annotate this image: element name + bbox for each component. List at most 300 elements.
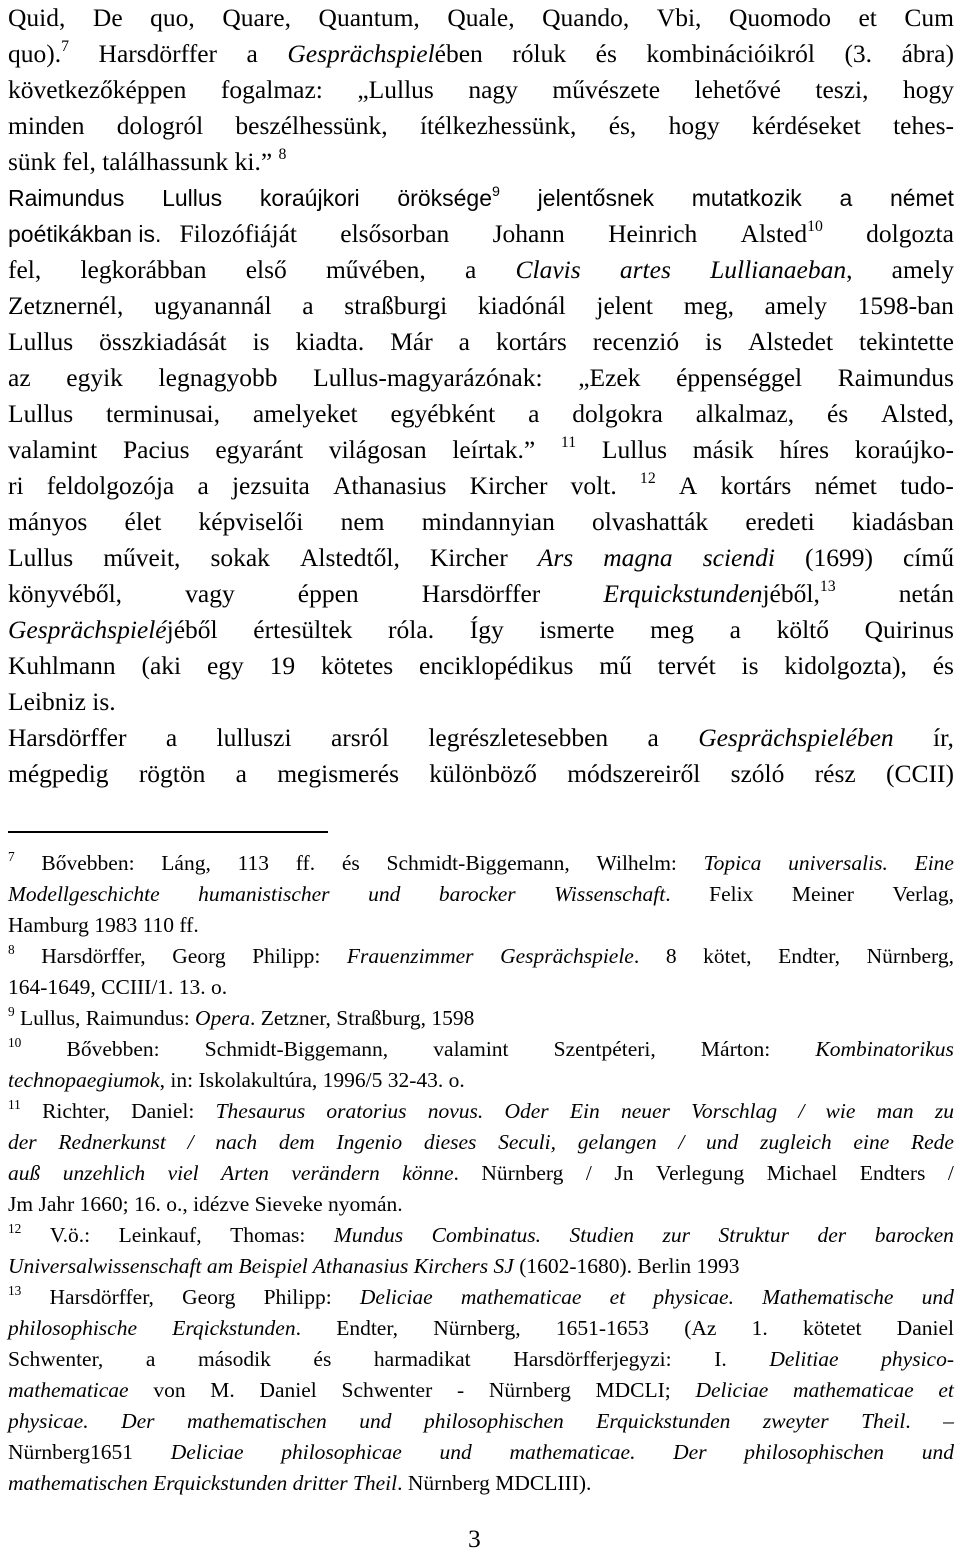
word: Bővebben: bbox=[66, 1037, 160, 1061]
italic-text: könne bbox=[402, 1161, 454, 1185]
word: ri bbox=[8, 471, 24, 500]
italic-text: Rednerkunst bbox=[58, 1130, 166, 1154]
italic-text: oratorius bbox=[326, 1099, 407, 1123]
reference-marker: 9 bbox=[8, 1003, 15, 1019]
word: Alstedet bbox=[748, 327, 834, 356]
word: Philipp: bbox=[252, 944, 321, 968]
word: kérdéseket bbox=[751, 111, 861, 140]
italic-text: Kombinatorikus bbox=[815, 1037, 954, 1061]
word bbox=[198, 879, 329, 910]
word: 1. bbox=[751, 1316, 768, 1340]
word bbox=[877, 1096, 914, 1127]
word bbox=[8, 848, 15, 879]
word bbox=[171, 1437, 244, 1468]
word bbox=[826, 1096, 856, 1127]
word: szóló bbox=[730, 759, 785, 788]
word bbox=[424, 1406, 564, 1437]
word: Athanasius bbox=[333, 471, 447, 500]
word: a bbox=[458, 327, 470, 356]
word: német bbox=[889, 185, 954, 211]
word: Pacius bbox=[122, 435, 190, 464]
word: terminusai, bbox=[106, 399, 221, 428]
reference-marker: 10 bbox=[8, 1034, 22, 1050]
word: német bbox=[814, 471, 877, 500]
word: Vbi, bbox=[656, 3, 702, 32]
italic-text: Vorschlag bbox=[691, 1099, 778, 1123]
word: egy bbox=[206, 651, 244, 680]
reference-marker: 8 bbox=[278, 145, 287, 163]
word bbox=[621, 1096, 670, 1127]
word: dologról bbox=[116, 111, 204, 140]
word bbox=[8, 1375, 129, 1406]
word: nagy bbox=[468, 75, 518, 104]
word: és bbox=[826, 399, 849, 428]
word: Michael bbox=[766, 1161, 838, 1185]
word: Raimundus bbox=[837, 363, 954, 392]
word: Lullus bbox=[8, 327, 74, 356]
word bbox=[881, 1344, 954, 1375]
word bbox=[938, 1375, 954, 1406]
word bbox=[704, 848, 762, 879]
word: összkiadását bbox=[99, 327, 227, 356]
word bbox=[8, 1158, 40, 1189]
italic-text: Der bbox=[673, 1440, 707, 1464]
body-line bbox=[8, 36, 954, 72]
word: Alstedtől, bbox=[299, 543, 400, 572]
word bbox=[440, 1437, 472, 1468]
word: fogalmaz: bbox=[220, 75, 323, 104]
italic-text: Seculi, bbox=[498, 1130, 557, 1154]
italic-text: novus. bbox=[427, 1099, 484, 1123]
word bbox=[793, 1375, 914, 1406]
italic-text: zugleich bbox=[760, 1130, 832, 1154]
word bbox=[58, 1127, 165, 1158]
word: a bbox=[729, 615, 741, 644]
italic-text: zu bbox=[934, 1099, 954, 1123]
footnote-line bbox=[8, 1096, 954, 1127]
italic-text: Frauenzimmer bbox=[346, 944, 474, 968]
body-line bbox=[8, 288, 954, 324]
word: jezsuita bbox=[231, 471, 310, 500]
word: ábra) bbox=[901, 39, 954, 68]
word: / bbox=[947, 1161, 954, 1185]
italic-text: gelangen bbox=[577, 1130, 657, 1154]
word: beszélhessünk, bbox=[235, 111, 388, 140]
word: Nürnberg, bbox=[433, 1316, 521, 1340]
italic-text: Gesprächspielében bbox=[698, 723, 894, 752]
word bbox=[188, 1127, 194, 1158]
word: könne. bbox=[402, 1161, 459, 1185]
word bbox=[8, 1034, 21, 1065]
word: képviselői bbox=[198, 507, 304, 536]
word: von bbox=[153, 1378, 186, 1402]
word: éppenséggel bbox=[676, 363, 803, 392]
word: De bbox=[92, 3, 123, 32]
word: Szentpéteri, bbox=[553, 1037, 656, 1061]
italic-text: barocker bbox=[438, 882, 516, 906]
word: kortárs bbox=[720, 471, 792, 500]
word: jelentősnek bbox=[537, 185, 655, 211]
italic-text: der bbox=[817, 1223, 847, 1247]
word: és bbox=[313, 1347, 332, 1371]
italic-text: Studien bbox=[569, 1223, 634, 1247]
reference-marker: 7 bbox=[8, 848, 15, 864]
body-line bbox=[8, 396, 954, 432]
word: 1598-ban bbox=[857, 291, 954, 320]
body-line bbox=[8, 72, 954, 108]
word: meg, bbox=[683, 291, 734, 320]
word bbox=[221, 1158, 269, 1189]
word: (1699) bbox=[804, 543, 873, 572]
word bbox=[360, 1282, 433, 1313]
word: Endter, bbox=[778, 944, 840, 968]
word: Gesprächspiele. bbox=[500, 944, 640, 968]
italic-text: mathematicae bbox=[8, 1378, 129, 1402]
italic-text: philosophischen bbox=[744, 1440, 885, 1464]
word: a bbox=[528, 399, 540, 428]
word: Quare, bbox=[222, 3, 291, 32]
word bbox=[706, 1127, 738, 1158]
word bbox=[603, 540, 672, 576]
word: Endters bbox=[859, 1161, 926, 1185]
word: és bbox=[595, 39, 617, 68]
footnote-line bbox=[8, 1344, 954, 1375]
word bbox=[695, 1375, 768, 1406]
word: ismerte bbox=[539, 615, 615, 644]
word bbox=[8, 1406, 89, 1437]
word: Filozófiáját bbox=[179, 219, 297, 248]
word: Zetznernél, bbox=[8, 291, 124, 320]
word bbox=[763, 1406, 829, 1437]
word bbox=[818, 1220, 847, 1251]
word bbox=[569, 1220, 634, 1251]
word: Schwenter bbox=[341, 1378, 433, 1402]
italic-text: / bbox=[678, 1130, 685, 1154]
word bbox=[279, 1127, 315, 1158]
footnote-line bbox=[8, 1282, 954, 1313]
word: a bbox=[302, 291, 314, 320]
word: a bbox=[465, 255, 477, 284]
word: Harsdörffer bbox=[8, 723, 127, 752]
word: quo).$^7$ bbox=[8, 37, 70, 68]
word: I. bbox=[714, 1347, 727, 1371]
word: kombinációikról bbox=[646, 39, 815, 68]
reference-marker: 11 bbox=[560, 433, 577, 451]
body-line bbox=[8, 216, 954, 252]
word: elsősorban bbox=[340, 219, 450, 248]
italic-text: Wissenschaft bbox=[554, 882, 666, 906]
word bbox=[516, 252, 581, 288]
word: a bbox=[165, 723, 178, 752]
word: leírtak.” bbox=[452, 435, 536, 464]
italic-text: Delitiae bbox=[769, 1347, 839, 1371]
word: Kuhlmann bbox=[8, 651, 116, 680]
word: dolgozta bbox=[866, 219, 954, 248]
word bbox=[691, 1096, 777, 1127]
italic-text: mathematicae bbox=[793, 1378, 914, 1402]
word: valamint bbox=[433, 1037, 509, 1061]
reference-marker: 9 bbox=[492, 183, 500, 200]
word: hogy bbox=[902, 75, 954, 104]
word: et bbox=[858, 3, 877, 32]
footnote-line: Universalwissenschaft am Beispiel Athanasius Kirchers SJ (1602-1680). Berlin 1993 bbox=[8, 1254, 740, 1278]
word bbox=[216, 1096, 306, 1127]
word bbox=[498, 1127, 556, 1158]
word: enciklopédikus bbox=[419, 651, 574, 680]
word: Lullus bbox=[601, 435, 668, 464]
word: művében, bbox=[325, 255, 426, 284]
word bbox=[63, 1158, 145, 1189]
reference-marker: 12 bbox=[8, 1220, 22, 1236]
word bbox=[8, 1096, 21, 1127]
word bbox=[334, 1220, 403, 1251]
word bbox=[719, 1220, 789, 1251]
word: is bbox=[741, 651, 759, 680]
word: jelent bbox=[596, 291, 654, 320]
word bbox=[461, 1282, 582, 1313]
word: éppen bbox=[297, 579, 359, 608]
word: művészete bbox=[552, 75, 661, 104]
word: valamint bbox=[8, 435, 98, 464]
footnote-separator bbox=[8, 831, 328, 833]
word: koraújko- bbox=[854, 435, 954, 464]
italic-text: dem bbox=[278, 1130, 315, 1154]
word: feldolgozója bbox=[46, 471, 175, 500]
italic-text: wie bbox=[825, 1099, 856, 1123]
italic-text: Clavis bbox=[515, 255, 581, 284]
body-line bbox=[8, 0, 954, 36]
italic-text: Ein bbox=[569, 1099, 600, 1123]
word: mégpedig bbox=[8, 759, 109, 788]
footnote-line bbox=[8, 879, 954, 910]
word bbox=[8, 941, 15, 972]
italic-text: Ars bbox=[537, 543, 574, 572]
italic-text: barocken bbox=[874, 1223, 954, 1247]
word: értesültek bbox=[253, 615, 353, 644]
italic-text: Struktur bbox=[718, 1223, 789, 1247]
word: a bbox=[145, 1347, 156, 1371]
word bbox=[640, 468, 656, 504]
word: teszi, bbox=[815, 75, 869, 104]
word: meg bbox=[650, 615, 694, 644]
word: mű bbox=[599, 651, 632, 680]
word: Erquickstundenjéből,$^{13}$ bbox=[603, 577, 836, 608]
word: lulluszi bbox=[216, 723, 292, 752]
italic-text: humanistischer bbox=[198, 882, 330, 906]
word: kiadásban bbox=[851, 507, 954, 536]
word: amely bbox=[891, 255, 954, 284]
word: és bbox=[932, 651, 954, 680]
word: Georg bbox=[172, 944, 226, 968]
word bbox=[509, 1437, 635, 1468]
word: dolgokra bbox=[572, 399, 663, 428]
word: ír, bbox=[932, 723, 954, 752]
body-line bbox=[8, 756, 954, 792]
word: ítélkezhessünk, bbox=[419, 111, 577, 140]
italic-text: auß bbox=[8, 1161, 41, 1185]
word bbox=[359, 1406, 391, 1437]
italic-text: dieses bbox=[423, 1130, 477, 1154]
body-line bbox=[8, 108, 954, 144]
word: eredeti bbox=[745, 507, 815, 536]
word bbox=[336, 1127, 402, 1158]
word: Leinkauf, bbox=[118, 1223, 202, 1247]
word: különböző bbox=[429, 759, 537, 788]
italic-text: Theil bbox=[861, 1409, 906, 1433]
word: Endter, bbox=[336, 1316, 399, 1340]
word: (3. bbox=[844, 39, 873, 68]
word: tehes- bbox=[893, 111, 954, 140]
word: harmadikat bbox=[373, 1347, 471, 1371]
word: (Az bbox=[684, 1316, 717, 1340]
word: Verlag, bbox=[892, 882, 954, 906]
italic-text: Erqickstunden bbox=[172, 1316, 296, 1340]
italic-text: et bbox=[938, 1378, 954, 1402]
italic-text: und bbox=[368, 882, 401, 906]
word: Wilhelm: bbox=[596, 851, 677, 875]
word: Lullus bbox=[162, 185, 223, 211]
italic-text: Combinatus. bbox=[431, 1223, 541, 1247]
word: koraújkori bbox=[259, 185, 360, 211]
italic-text: Ingenio bbox=[336, 1130, 403, 1154]
footnote-line: technopaegiumok, in: Iskolakultúra, 1996/5 32-43. o. bbox=[8, 1068, 465, 1092]
word: (aki bbox=[141, 651, 182, 680]
italic-text: mathematicae bbox=[460, 1285, 582, 1309]
word: Kircher bbox=[469, 471, 548, 500]
word: is bbox=[252, 327, 270, 356]
word: Philipp: bbox=[263, 1285, 332, 1309]
body-line bbox=[8, 252, 954, 288]
footnote-line: Hamburg 1983 110 ff. bbox=[8, 913, 199, 937]
word: hogy bbox=[668, 111, 720, 140]
word: tekintette bbox=[859, 327, 954, 356]
body-line bbox=[8, 432, 954, 468]
italic-text: und bbox=[439, 1440, 472, 1464]
word: „Lullus bbox=[357, 75, 434, 104]
italic-text: und bbox=[921, 1440, 954, 1464]
word: első bbox=[245, 255, 287, 284]
italic-text: universalis. bbox=[788, 851, 888, 875]
word: megismerés bbox=[277, 759, 400, 788]
italic-text: sciendi bbox=[702, 543, 775, 572]
italic-text: Lullianaeban bbox=[710, 255, 847, 284]
body-line bbox=[8, 180, 954, 216]
body-line-segment: poétikákban is. bbox=[8, 221, 162, 247]
italic-text: philosophische bbox=[8, 1316, 137, 1340]
word: könyvéből, bbox=[8, 579, 123, 608]
italic-text: Thesaurus bbox=[215, 1099, 306, 1123]
word bbox=[915, 848, 954, 879]
word: MDCLI; bbox=[595, 1378, 671, 1402]
word bbox=[663, 1220, 690, 1251]
word: Lullianaeban, bbox=[710, 255, 853, 284]
word: Láng, bbox=[161, 851, 211, 875]
word: olvashatták bbox=[592, 507, 709, 536]
word: „Ezek bbox=[578, 363, 641, 392]
word: Cum bbox=[904, 3, 954, 32]
body-line: Leibniz is. bbox=[8, 687, 116, 716]
word: straßburgi bbox=[344, 291, 448, 320]
word: Schmidt-Biggemann, bbox=[386, 851, 570, 875]
word: Quirinus bbox=[864, 615, 954, 644]
word: Johann bbox=[492, 219, 565, 248]
word: M. bbox=[210, 1378, 235, 1402]
word bbox=[922, 1282, 954, 1313]
word: 19 bbox=[269, 651, 296, 680]
italic-text: technopaegiumok bbox=[8, 1068, 160, 1092]
word: rögtön bbox=[138, 759, 206, 788]
word: Georg bbox=[182, 1285, 236, 1309]
word: Daniel: bbox=[131, 1099, 195, 1123]
word: egyik bbox=[66, 363, 123, 392]
body-line bbox=[8, 720, 954, 756]
footnote-line bbox=[8, 848, 954, 879]
reference-marker: 11 bbox=[8, 1096, 21, 1112]
italic-text: Opera bbox=[195, 1006, 250, 1030]
word: a bbox=[197, 471, 209, 500]
body-line bbox=[8, 360, 954, 396]
word: költő bbox=[776, 615, 829, 644]
word: 8 bbox=[665, 944, 677, 968]
word: egyaránt bbox=[215, 435, 304, 464]
footnote-line bbox=[8, 941, 954, 972]
body-line: sünk fel, találhassunk ki.” $^8$ bbox=[8, 145, 287, 176]
word bbox=[596, 1406, 730, 1437]
word: öröksége$^9$ bbox=[397, 183, 500, 211]
italic-text: Mundus bbox=[333, 1223, 404, 1247]
word bbox=[8, 879, 160, 910]
italic-text: Modellgeschichte bbox=[8, 882, 160, 906]
footnote-line bbox=[8, 1313, 954, 1344]
word: Alsted$^{10}$ bbox=[740, 217, 823, 248]
italic-text: Deliciae bbox=[359, 1285, 433, 1309]
word: Meiner bbox=[791, 882, 854, 906]
italic-text: Erquickstunden bbox=[603, 579, 763, 608]
word: legrészletesebben bbox=[428, 723, 609, 752]
word bbox=[8, 1220, 21, 1251]
word: rész bbox=[814, 759, 856, 788]
word: kortárs bbox=[495, 327, 567, 356]
italic-text: Gesprächspielé bbox=[8, 615, 167, 644]
word: Harsdörffer bbox=[421, 579, 541, 608]
word: alkalmaz, bbox=[695, 399, 795, 428]
word: - bbox=[456, 1378, 465, 1402]
word bbox=[760, 1127, 832, 1158]
word: Felix bbox=[709, 882, 754, 906]
italic-text: physico- bbox=[881, 1347, 954, 1371]
word: vagy bbox=[185, 579, 235, 608]
word: mindannyian bbox=[421, 507, 555, 536]
body-line bbox=[8, 468, 954, 504]
italic-text: nach bbox=[215, 1130, 258, 1154]
word: Theil. bbox=[861, 1409, 911, 1433]
word: Már bbox=[390, 327, 433, 356]
word: quo, bbox=[150, 3, 195, 32]
word bbox=[424, 1127, 477, 1158]
italic-text: et bbox=[609, 1285, 626, 1309]
word bbox=[911, 1127, 954, 1158]
word bbox=[168, 1158, 199, 1189]
word: Quando, bbox=[542, 3, 630, 32]
word bbox=[935, 1096, 954, 1127]
italic-text: Erquickstunden bbox=[596, 1409, 731, 1433]
word: élet bbox=[124, 507, 162, 536]
footnote-line: 164-1649, CCIII/1. 13. o. bbox=[8, 975, 228, 999]
body-line bbox=[8, 504, 954, 540]
word: Jn bbox=[614, 1161, 634, 1185]
word: Erqickstunden. bbox=[172, 1316, 301, 1340]
word: Alsted, bbox=[881, 399, 954, 428]
